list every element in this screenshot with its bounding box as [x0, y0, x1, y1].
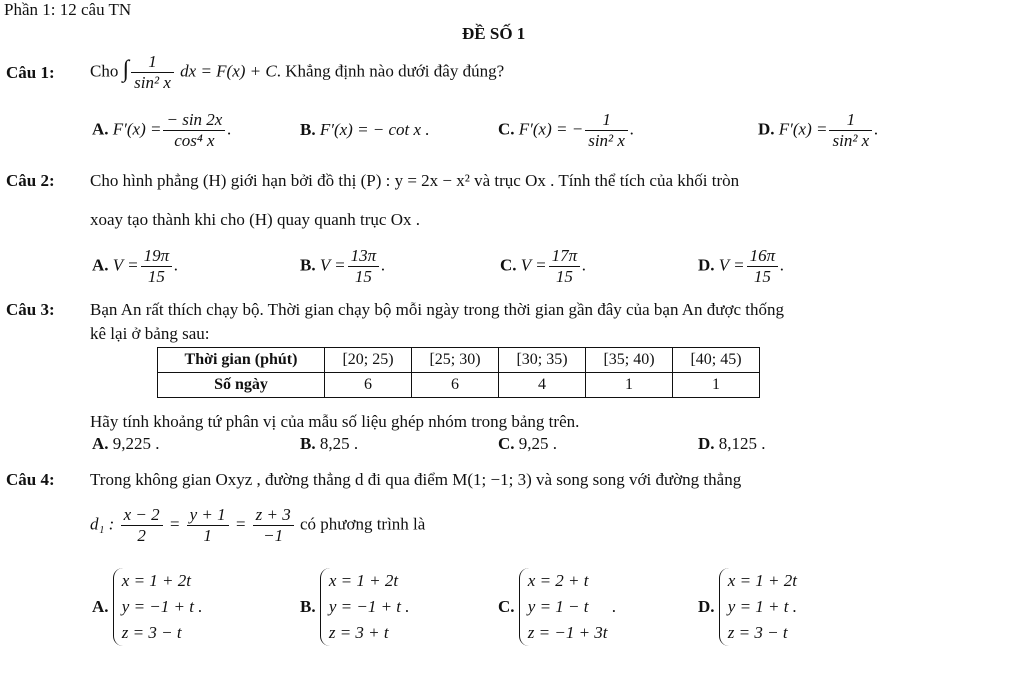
- q2-label: Câu 2:: [6, 171, 55, 190]
- table-cell: 4: [499, 373, 586, 398]
- table-row: [158, 373, 760, 398]
- q4-label: Câu 4:: [6, 470, 55, 489]
- table-cell: [40; 45): [673, 348, 760, 373]
- q1-option-a: A. F′(x) = $\frac{- \sin 2x}{\text{cos⁴ x}}$ .: [92, 110, 232, 150]
- q1-label: Câu 1:: [6, 63, 55, 82]
- q3-option-b: B. 8,25 .: [300, 434, 359, 453]
- integral-sign: ∫: [122, 56, 130, 83]
- q3-label: Câu 3:: [6, 300, 55, 319]
- q1-option-c: C. F′(x) = − $\frac{1}{\text{sin² x}}$ .: [498, 110, 635, 150]
- q3-option-d: D. 8,125 .: [698, 434, 766, 453]
- q1-tail: . Khẳng định nào dưới đây đúng?: [276, 61, 505, 81]
- q2-stem-line1: Cho hình phẳng (H) giới hạn bởi đồ thị (P) : y = 2x − x² và trục Ox . Tính thể tích của khối tròn: [90, 171, 740, 190]
- q1-rhs: dx = F(x) + C: [180, 61, 277, 81]
- table-cell: [30; 35): [499, 348, 586, 373]
- q3-question: Hãy tính khoảng tứ phân vị của mẫu số liệu ghép nhóm trong bảng trên.: [90, 412, 580, 431]
- table-cell: Thời gian (phút): [158, 348, 325, 373]
- q1-option-b: B. F′(x) = − cot x .: [300, 120, 430, 139]
- exam-title: ĐỀ SỐ 1: [462, 24, 526, 43]
- table-cell: [25; 30): [412, 348, 499, 373]
- q4-line-equation: d₁ : $\frac{x - 2}{2}$ = $\frac{y + 1}{1}$ = $\frac{z + 3}{-1}$ có phương trình là: [90, 505, 426, 545]
- q2-option-d: D. V = $\frac{16\pi}{15}$ .: [698, 246, 785, 286]
- q4-option-a: A. x = 1 + 2t y = −1 + t . z = 3 − t: [92, 568, 202, 646]
- table-cell: Số ngày: [158, 373, 325, 398]
- q4-option-c: C. x = 2 + t y = 1 − t z = −1 + 3t .: [498, 568, 616, 646]
- q3-stem-line2: kê lại ở bảng sau:: [90, 324, 210, 343]
- q2-stem-line2: xoay tạo thành khi cho (H) quay quanh trục Ox .: [90, 210, 420, 229]
- q4-option-b: B. x = 1 + 2t y = −1 + t . z = 3 + t: [300, 568, 410, 646]
- table-cell: [20; 25): [325, 348, 412, 373]
- table-cell: 1: [586, 373, 673, 398]
- section-heading: Phần 1: 12 câu TN: [4, 0, 132, 19]
- q1-num: 1: [131, 52, 174, 73]
- q2-option-c: C. V = $\frac{17\pi}{15}$ .: [500, 246, 587, 286]
- q3-option-a: A. 9,225 .: [92, 434, 160, 453]
- frequency-table: [157, 347, 760, 398]
- q3-stem-line1: Bạn An rất thích chạy bộ. Thời gian chạy bộ mỗi ngày trong thời gian gần đây của bạn An được thống: [90, 300, 785, 319]
- q1-stem: [90, 52, 504, 93]
- q4-stem-line1: Trong không gian Oxyz , đường thẳng d đi qua điểm M(1; −1; 3) và song song với đường thẳng: [90, 470, 742, 489]
- q4-option-d: D. x = 1 + 2t y = 1 + t . z = 3 − t: [698, 568, 797, 646]
- q1-den: sin² x: [134, 73, 171, 92]
- table-cell: 6: [412, 373, 499, 398]
- q3-option-c: C. 9,25 .: [498, 434, 558, 453]
- table-row: [158, 348, 760, 373]
- q1-option-d: D. F′(x) = $\frac{1}{\text{sin² x}}$ .: [758, 110, 879, 150]
- q2-option-b: B. V = $\frac{13\pi}{15}$ .: [300, 246, 386, 286]
- table-cell: [35; 40): [586, 348, 673, 373]
- table-cell: 1: [673, 373, 760, 398]
- table-cell: 6: [325, 373, 412, 398]
- q2-option-a: A. V = $\frac{19\pi}{15}$ .: [92, 246, 179, 286]
- q1-intro: Cho: [90, 61, 119, 81]
